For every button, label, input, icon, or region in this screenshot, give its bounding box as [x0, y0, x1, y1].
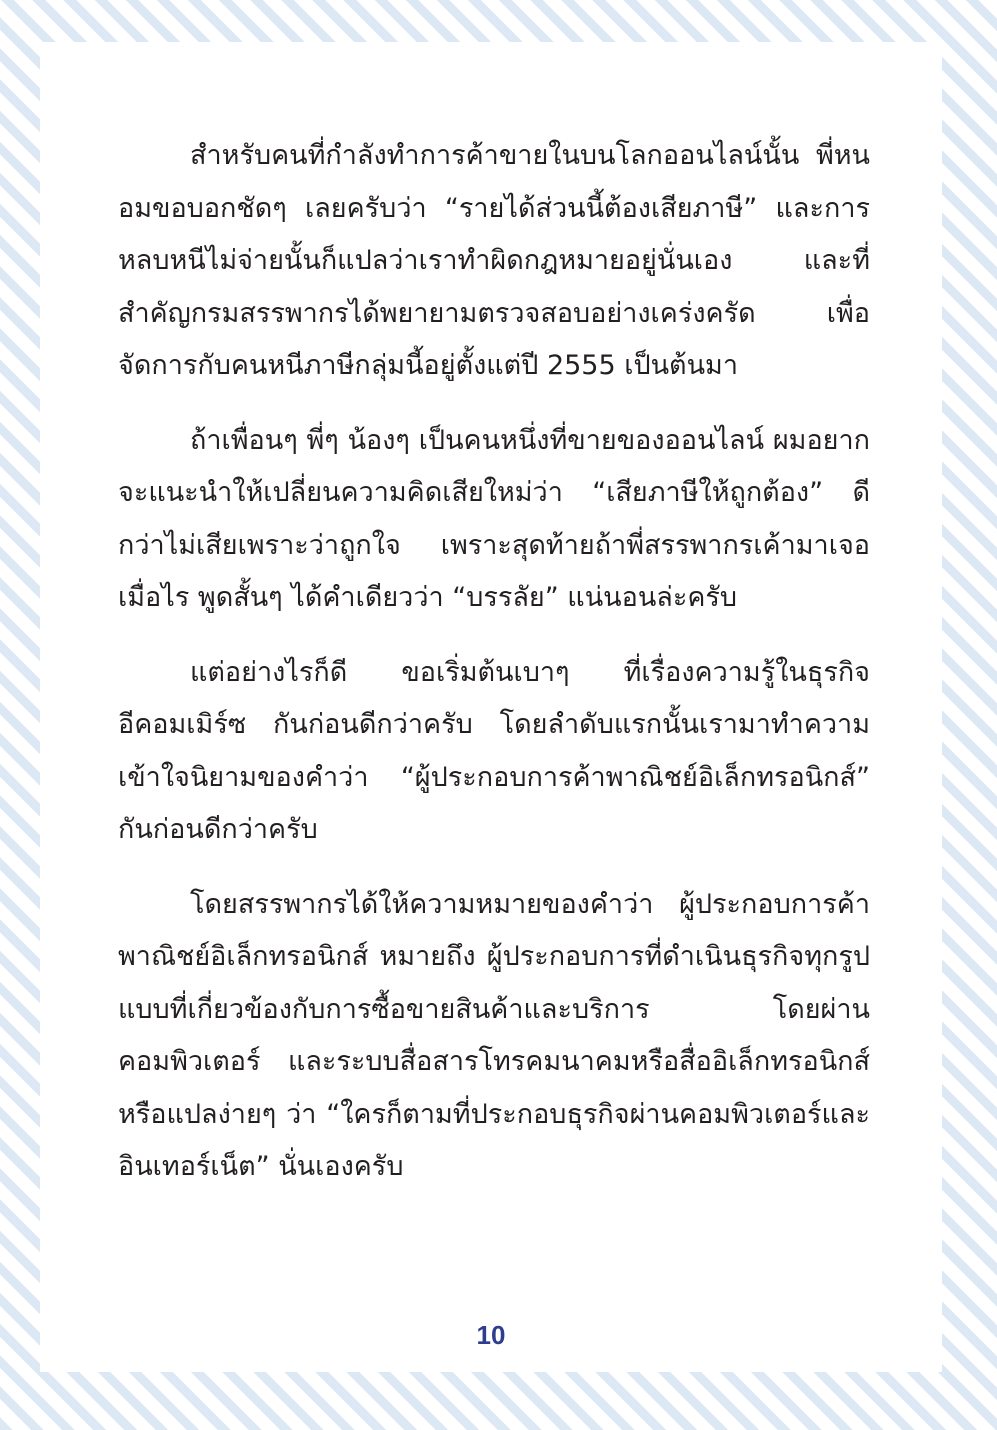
paragraph-2: ถ้าเพื่อนๆ พี่ๆ น้องๆ เป็นคนหนึ่งที่ขายของออนไลน์ ผมอยากจะแนะนำให้เปลี่ยนความคิดเสียใหม่ว่า “เสียภาษีให้ถูกต้อง” ดีกว่าไม่เสียเพราะว่าถูกใจ เพราะสุดท้ายถ้าพี่สรรพากรเค้ามาเจอเมื่อไร พูดสั้นๆ ได้คำเดียวว่า “บรรลัย” แน่นอนล่ะครับ: [118, 424, 870, 613]
paragraph-3: แต่อย่างไรก็ดี ขอเริ่มต้นเบาๆ ที่เรื่องความรู้ในธุรกิจอีคอมเมิร์ซ กันก่อนดีกว่าครับ โดยลำดับแรกนั้นเรามาทำความเข้าใจนิยามของคำว่า “ผู้ประกอบการค้าพาณิชย์อิเล็กทรอนิกส์” กันก่อนดีกว่าครับ: [118, 656, 870, 845]
page-sheet: [40, 42, 942, 1372]
paragraph-1: สำหรับคนที่กำลังทำการค้าขายในบนโลกออนไลน์นั้น พี่หนอมขอบอกชัดๆ เลยครับว่า “รายได้ส่วนนี้ต้องเสียภาษี” และการหลบหนีไม่จ่ายนั้นก็แปลว่าเราทำผิดกฎหมายอยู่นั่นเอง และที่สำคัญกรมสรรพากรได้พยายามตรวจสอบอย่างเคร่งครัด เพื่อจัดการกับคนหนีภาษีกลุ่มนี้อยู่ตั้งแต่ปี 2555 เป็นต้นมา: [118, 140, 870, 381]
paragraph-4: โดยสรรพากรได้ให้ความหมายของคำว่า ผู้ประกอบการค้าพาณิชย์อิเล็กทรอนิกส์ หมายถึง ผู้ประกอบการที่ดำเนินธุรกิจทุกรูปแบบที่เกี่ยวข้องกับการซื้อขายสินค้าและบริการ โดยผ่านคอมพิวเตอร์ และระบบสื่อสารโทรคมนาคมหรือสื่ออิเล็กทรอนิกส์ หรือแปลง่ายๆ ว่า “ใครก็ตามที่ประกอบธุรกิจผ่านคอมพิวเตอร์และอินเทอร์เน็ต” นั่นเองครับ: [118, 888, 870, 1182]
body-text: [118, 130, 870, 1216]
page-number: 10: [476, 1320, 506, 1350]
